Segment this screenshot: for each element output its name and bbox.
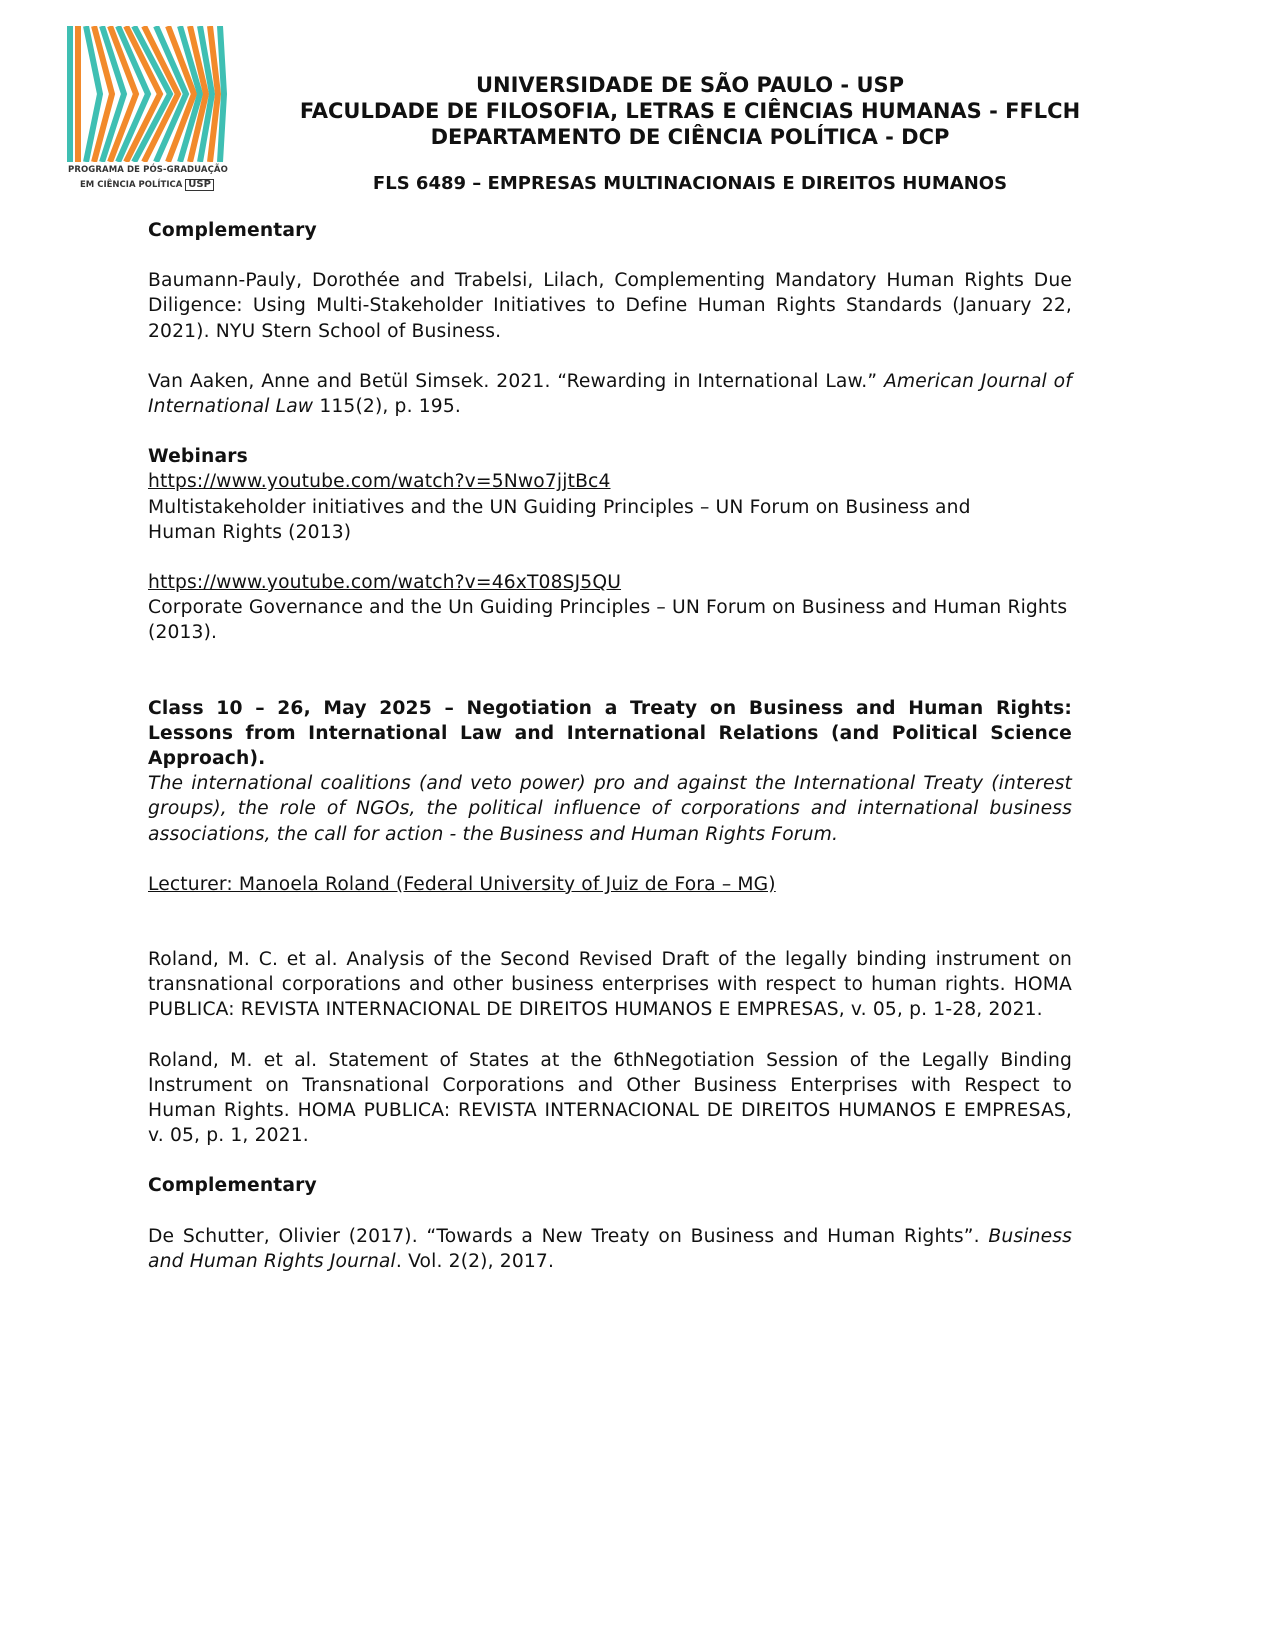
program-logo: [66, 26, 232, 198]
section-heading-complementary-2: Complementary: [148, 1175, 317, 1197]
department-title: DEPARTAMENTO DE CIÊNCIA POLÍTICA - DCP: [430, 125, 950, 149]
reference-van-aaken: Van Aaken, Anne and Betül Simsek. 2021. “Rewarding in International Law.” American Journal of International Law 115(2), p. 195.: [148, 370, 1072, 418]
usp-mark: USP: [185, 179, 214, 191]
class-10-lecturer: Lecturer: Manoela Roland (Federal University of Juiz de Fora – MG): [148, 873, 776, 895]
class-10-title: Class 10 – 26, May 2025 – Negotiation a Treaty on Business and Human Rights: Lessons from International Law and International Relations (and Political Science Approach).: [148, 697, 1072, 770]
reference-baumann-pauly: Baumann-Pauly, Dorothée and Trabelsi, Lilach, Complementing Mandatory Human Rights Due Diligence: Using Multi-Stakeholder Initiatives to Define Human Rights Standards (January 22, 2021). NYU Stern School of Business.: [148, 270, 1072, 342]
document-body: [148, 218, 1072, 1274]
reference-roland-statement: Roland, M. et al. Statement of States at the 6thNegotiation Session of the Legally Binding Instrument on Transnational Corporations and Other Business Enterprises with Respect to Human Rights. HOMA PUBLICA: REVISTA INTERNACIONAL DE DIREITOS HUMANOS E EMPRESAS, v. 05, p. 1, 2021.: [148, 1049, 1072, 1147]
logo-program-text: PROGRAMA DE PÓS-GRADUAÇÃO: [68, 165, 228, 175]
program-logo-graphic: [66, 26, 228, 162]
faculty-title: FACULDADE DE FILOSOFIA, LETRAS E CIÊNCIAS HUMANAS - FFLCH: [299, 99, 1081, 123]
reference-roland-analysis: Roland, M. C. et al. Analysis of the Second Revised Draft of the legally binding instrument on transnational corporations and other business enterprises with respect to human rights. HOMA PUBLICA: REVISTA INTERNACIONAL DE DIREITOS HUMANOS E EMPRESAS, v. 05, p. 1-28, 2021.: [148, 949, 1072, 1021]
webinar-description-1: Multistakeholder initiatives and the UN Guiding Principles – UN Forum on Business and Human Rights (2013): [148, 496, 971, 543]
section-heading-complementary: Complementary: [148, 220, 317, 241]
class-10-description: The international coalitions (and veto power) pro and against the International Treaty (interest groups), the role of NGOs, the political influence of corporations and international business associations, the call for action - the Business and Human Rights Forum.: [148, 773, 1072, 845]
reference-de-schutter: De Schutter, Olivier (2017). “Towards a New Treaty on Business and Human Rights”. Business and Human Rights Journal. Vol. 2(2), 2017.: [148, 1225, 1072, 1272]
webinar-link-1[interactable]: https://www.youtube.com/watch?v=5Nwo7jjtBc4: [148, 471, 611, 493]
course-title: FLS 6489 – EMPRESAS MULTINACIONAIS E DIREITOS HUMANOS: [372, 173, 1008, 194]
logo-area-text: EM CIÊNCIA POLÍTICA USP: [80, 179, 214, 191]
webinar-link-2[interactable]: https://www.youtube.com/watch?v=46xT08SJ5QU: [148, 572, 622, 594]
webinar-description-2: Corporate Governance and the Un Guiding Principles – UN Forum on Business and Human Rights (2013).: [148, 597, 1068, 644]
section-heading-webinars: Webinars: [148, 446, 248, 468]
university-title: UNIVERSIDADE DE SÃO PAULO - USP: [475, 73, 905, 97]
